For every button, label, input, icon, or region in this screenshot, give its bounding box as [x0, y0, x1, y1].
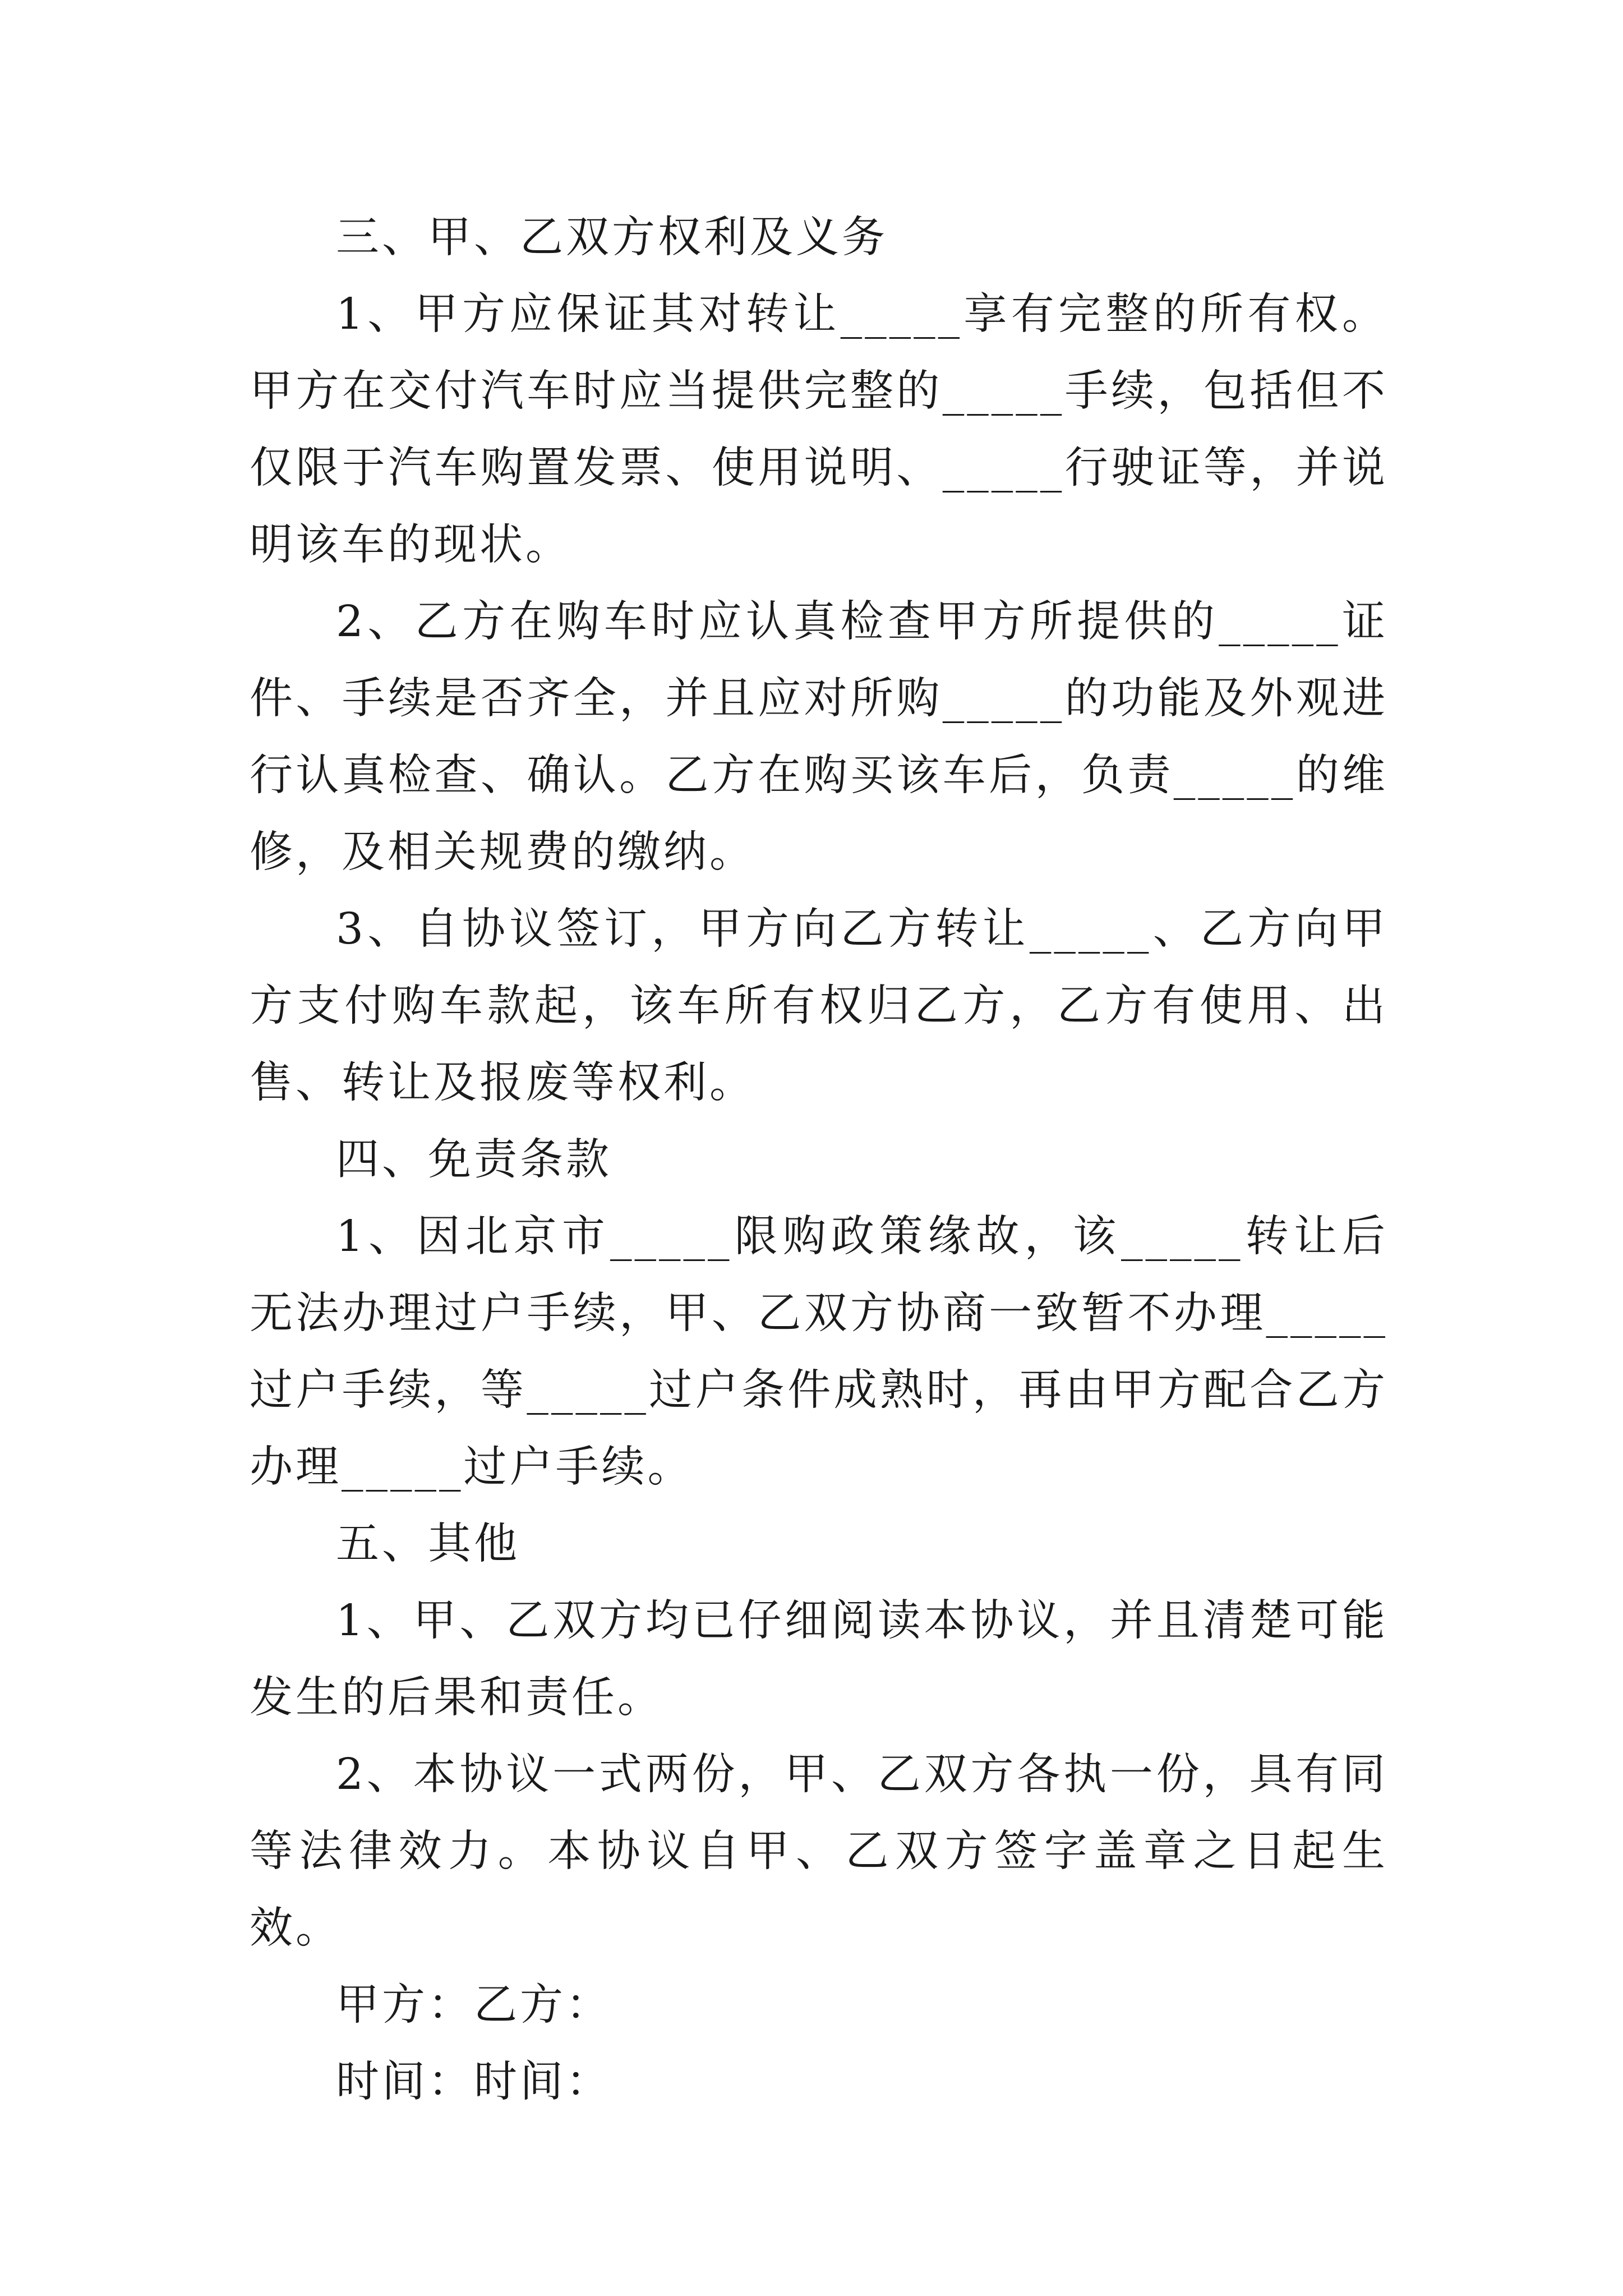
- signature-line: 甲方：乙方：: [336, 1980, 612, 2030]
- clause-5-1: 1、甲、乙双方均已仔细阅读本协议，并且清楚可能发生的后果和责任。: [250, 1596, 1388, 1723]
- clause-4-1: 1、因北京市_____限购政策缘故，该_____转让后无法办理过户手续，甲、乙双方协商一致暂不办理_____过户手续，等_____过户条件成熟时，再由甲方配合乙方办理_____过户手续。: [250, 1212, 1388, 1492]
- clause-3-1: 1、甲方应保证其对转让_____享有完整的所有权。甲方在交付汽车时应当提供完整的_____手续，包括但不仅限于汽车购置发票、使用说明、_____行驶证等，并说明该车的现状。: [250, 289, 1388, 570]
- clause-3-2: 2、乙方在购车时应认真检查甲方所提供的_____证件、手续是否齐全，并且应对所购_____的功能及外观进行认真检查、确认。乙方在购买该车后，负责_____的维修，及相关规费的缴纳。: [250, 597, 1388, 877]
- section-heading-other: 五、其他: [336, 1519, 520, 1569]
- date-line: 时间：时间：: [336, 2057, 612, 2107]
- document-body: [250, 199, 1388, 2120]
- clause-5-2: 2、本协议一式两份，甲、乙双方各执一份，具有同等法律效力。本协议自甲、乙双方签字盖章之日起生效。: [250, 1750, 1388, 1953]
- section-heading-disclaimer: 四、免责条款: [336, 1135, 612, 1185]
- clause-3-3: 3、自协议签订，甲方向乙方转让_____、乙方向甲方支付购车款起，该车所有权归乙方，乙方有使用、出售、转让及报废等权利。: [250, 904, 1388, 1108]
- section-heading-rights: 三、甲、乙双方权利及义务: [336, 213, 888, 263]
